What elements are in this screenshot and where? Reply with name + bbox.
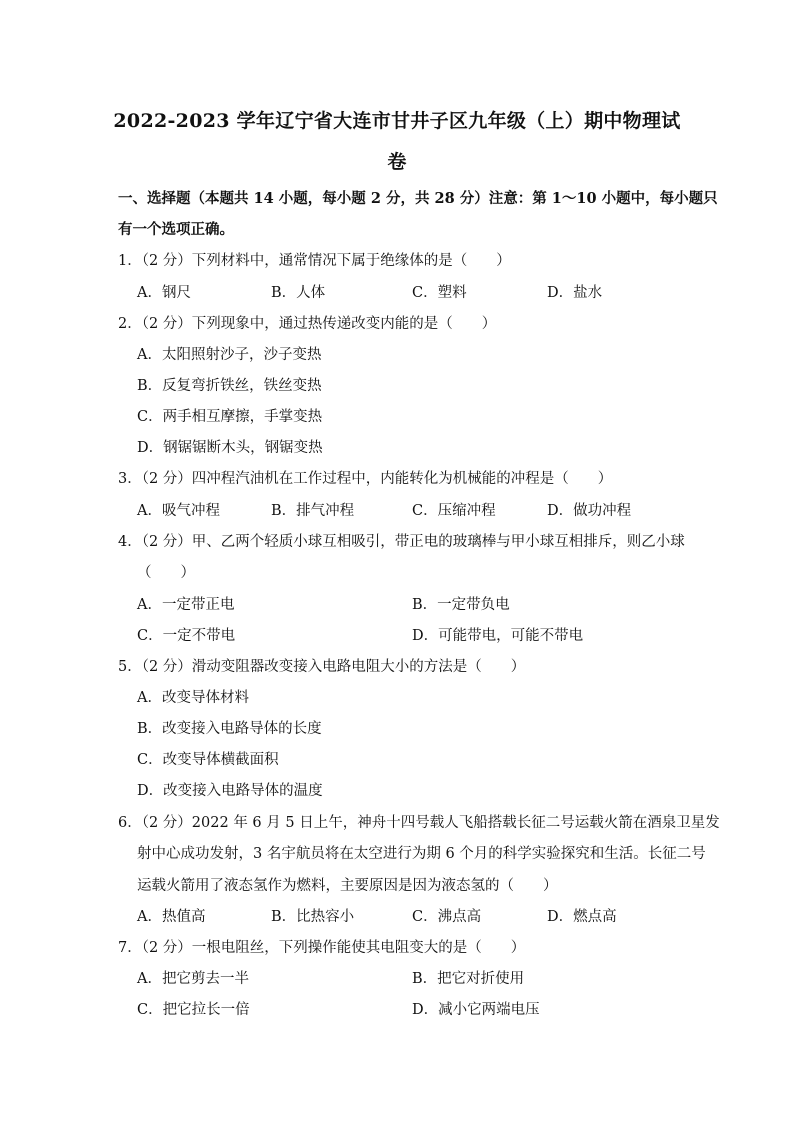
question-4-option-d: D．可能带电，可能不带电 bbox=[412, 628, 584, 644]
question-4-stem: 4．（2 分）甲、乙两个轻质小球互相吸引，带正电的玻璃棒与甲小球互相排斥，则乙小球 bbox=[118, 534, 685, 550]
question-3-stem: 3．（2 分）四冲程汽油机在工作过程中，内能转化为机械能的冲程是（ ） bbox=[118, 471, 613, 487]
question-1-option-b: B．人体 bbox=[271, 285, 326, 301]
question-3-option-a: A．吸气冲程 bbox=[137, 503, 220, 519]
exam-title-line-2: 卷 bbox=[387, 151, 407, 173]
question-6-option-b: B．比热容小 bbox=[271, 909, 355, 925]
question-7-option-c: C．把它拉长一倍 bbox=[137, 1002, 250, 1018]
question-5-option-a: A．改变导体材料 bbox=[137, 690, 249, 706]
question-1-option-c: C．塑料 bbox=[412, 285, 467, 301]
question-4-stem-cont: （ ） bbox=[137, 565, 195, 581]
question-3-option-c: C．压缩冲程 bbox=[412, 503, 496, 519]
question-4-option-a: A．一定带正电 bbox=[137, 597, 235, 613]
question-2-stem: 2．（2 分）下列现象中，通过热传递改变内能的是（ ） bbox=[118, 316, 497, 332]
section-heading-line-1: 一、选择题（本题共 14 小题，每小题 2 分，共 28 分）注意：第 1～10 小题中，每小题只 bbox=[118, 190, 718, 207]
question-6-stem-cont-2: 运载火箭用了液态氢作为燃料，主要原因是因为液态氢的（ ） bbox=[137, 878, 558, 894]
question-6-option-a: A．热值高 bbox=[137, 909, 206, 925]
question-6-option-c: C．沸点高 bbox=[412, 909, 482, 925]
question-1-option-a: A．钢尺 bbox=[137, 285, 191, 301]
question-3-option-b: B．排气冲程 bbox=[271, 503, 355, 519]
question-7-stem: 7．（2 分）一根电阻丝，下列操作能使其电阻变大的是（ ） bbox=[118, 940, 526, 956]
question-7-option-d: D．减小它两端电压 bbox=[412, 1002, 540, 1018]
question-1-stem: 1．（2 分）下列材料中，通常情况下属于绝缘体的是（ ） bbox=[118, 253, 511, 269]
question-2-option-b: B．反复弯折铁丝，铁丝变热 bbox=[137, 378, 322, 394]
question-4-option-c: C．一定不带电 bbox=[137, 628, 236, 644]
question-5-stem: 5．（2 分）滑动变阻器改变接入电路电阻大小的方法是（ ） bbox=[118, 659, 526, 675]
question-5-option-b: B．改变接入电路导体的长度 bbox=[137, 721, 322, 737]
question-2-option-d: D．钢锯锯断木头，钢锯变热 bbox=[137, 440, 323, 456]
question-6-stem: 6．（2 分）2022 年 6 月 5 日上午，神舟十四号载人飞船搭载长征二号运载火箭在酒泉卫星发 bbox=[118, 815, 720, 831]
question-1-option-d: D．盐水 bbox=[547, 285, 603, 301]
question-6-option-d: D．燃点高 bbox=[547, 909, 617, 925]
question-7-option-b: B．把它对折使用 bbox=[412, 971, 525, 987]
question-2-option-a: A．太阳照射沙子，沙子变热 bbox=[137, 347, 322, 363]
question-5-option-c: C．改变导体横截面积 bbox=[137, 752, 279, 768]
question-6-stem-cont-1: 射中心成功发射，3 名宇航员将在太空进行为期 6 个月的科学实验探究和生活。长征二号 bbox=[137, 846, 706, 862]
question-2-option-c: C．两手相互摩擦，手掌变热 bbox=[137, 409, 323, 425]
question-4-option-b: B．一定带负电 bbox=[412, 597, 510, 613]
question-5-option-d: D．改变接入电路导体的温度 bbox=[137, 783, 323, 799]
question-7-option-a: A．把它剪去一半 bbox=[137, 971, 249, 987]
section-heading-line-2: 有一个选项正确。 bbox=[118, 221, 234, 238]
exam-title-line-1: 2022-2023 学年辽宁省大连市甘井子区九年级（上）期中物理试 bbox=[113, 110, 681, 132]
question-3-option-d: D．做功冲程 bbox=[547, 503, 632, 519]
